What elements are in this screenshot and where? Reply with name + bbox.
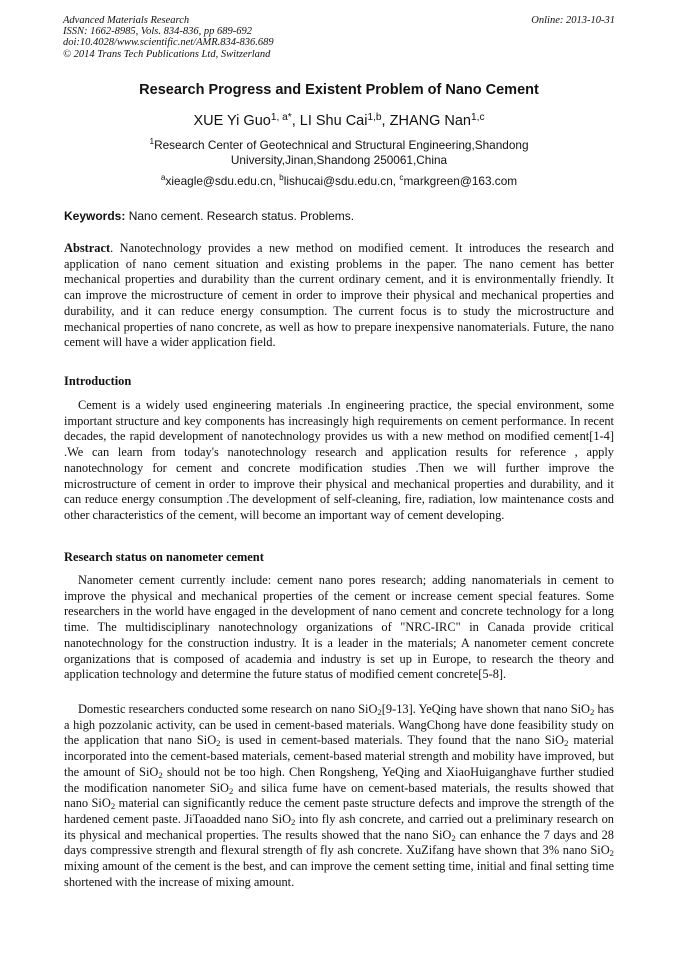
affiliation-sup: 1 [149,137,155,146]
affiliation-line2: University,Jinan,Shandong 250061,China [230,153,448,167]
affiliation-line1: Research Center of Geotechnical and Structural Engineering,Shandong [154,138,529,152]
email-list [0,174,678,188]
doi-line: doi:10.4028/www.scientific.net/AMR.834-836.689 [63,37,274,49]
subscript: 2 [216,738,221,749]
abstract-text: . Nanotechnology provides a new method on modified cement. It introduces the research and application of nano cement situation and existing problems in the paper. The nano cement has better mechanical properties and durability than the current ordinary cement, and it is environmentally friendly. It can improve the microstructure of cement in order to improve their physical and mechanical properties and durability, and it can reduce energy consumption. The current focus is to study the microstructure and mechanical properties of nano concrete, as well as how to prepare inexpensive nanomaterials. Future, the nano cement will have a wider application field. [64,241,614,350]
author-sup: 1,c [471,112,485,123]
subscript: 2 [228,785,234,796]
abstract-label: Abstract [64,241,111,255]
subscript: 2 [451,832,456,843]
text-run: [9-13]. YeQing have shown that nano SiO [381,702,590,716]
text-run: material can significantly reduce the cement paste structure defects and improve the strength of the hardened cement paste. JiTaoadded nano SiO [64,796,614,826]
introduction-paragraph: Cement is a widely used engineering materials .In engineering practice, the special environment, some important structure and key components has increasingly high requirements on cement performance. In recent decades, the rapid development of nanotechnology provides us with a new method on modified cement[1-4] .We can learn from today's nanotechnology research and application results for reference , apply nanotechnology for cement and concrete modification studies .Then we will further improve the microstructure of cement in order to improve their physical and mechanical properties and durability, and it can reduce energy consumption .The development of self-cleaning, fire, radiation, low maintenance costs and other characteristics of the cement, will become an important way of cement developing. [64,398,614,522]
author-sup: 1,b [367,112,382,123]
introduction-heading: Introduction [64,374,132,388]
research-status-paragraph-1: Nanometer cement currently include: cement nano pores research; adding nanomaterials in cement to improve the physical and mechanical properties of the cement or increase cement special features. Some researchers in the world have engaged in the development of nano cement and concrete technology for a long time. The multidisciplinary nanotechnology organizations of "NRC-IRC" in Canada provide critical nanotechnology for the construction industry. It is a leader in the materials; A nanometer cement concrete organizations that is composed of academia and industry is set up in Europe, to research the theory and application technology and determine the future status of modified cement concrete[5-8]. [64,573,614,682]
affiliation [0,138,678,168]
subscript: 2 [158,769,163,780]
text-run: material incorporated into the cement-based materials, cement-based material strength and mobility have improved, but the amount of SiO [64,733,614,779]
research-status-heading: Research status on nanometer cement [64,550,264,564]
author-list [0,113,678,129]
email-separator: , [392,174,400,188]
subscript: 2 [291,816,296,827]
email-address[interactable]: xieagle@sdu.edu.cn [165,174,273,188]
research-status-paragraph-2 [64,702,614,890]
journal-header [63,15,274,60]
abstract [64,241,614,351]
email-address[interactable]: markgreen@163.com [403,174,518,188]
subscript: 2 [564,738,569,749]
subscript: 2 [377,707,382,717]
email-sup: c [399,173,404,182]
author-name: XUE Yi Guo [193,113,271,129]
text-run: has a high pozzolanic activity, can be used in cement-based materials. WangChong have done feasibility study on the application that nano SiO [64,702,614,748]
text-run: Domestic researchers conducted some research on nano SiO [78,702,378,716]
subscript: 2 [609,848,614,859]
text-run: and silica fume have on cement-based materials, the results showed that nano SiO [64,780,614,811]
keywords-label: Keywords: [64,209,126,223]
online-date: Online: 2013-10-31 [531,15,615,26]
text-run: into fly ash concrete, and carried out a preliminary research on its physical and mechanical properties. The results showed that the nano SiO [64,811,614,842]
author-name: ZHANG Nan [389,113,471,129]
subscript: 2 [589,707,595,717]
author-separator: , [291,113,300,129]
author-sup: 1, a* [270,112,292,123]
text-run: can enhance the 7 days and 28 days compressive strength and flexural strength of fly ash concrete. XuZifang have shown that 3% nano SiO [64,827,614,858]
email-address[interactable]: lishucai@sdu.edu.cn [283,174,393,188]
keywords [64,209,354,223]
copyright-line: © 2014 Trans Tech Publications Ltd, Switzerland [63,48,271,60]
author-separator: , [381,113,390,129]
email-sup: a [160,173,166,182]
journal-name: Advanced Materials Research [63,15,190,26]
text-run: is used in cement-based materials. They found that the nano SiO [220,733,565,748]
email-sup: b [279,173,284,182]
text-run: should not be too high. Chen Rongsheng, YeQing and XiaoHuiganghave further studied the modification nanometer SiO [64,764,614,795]
paper-title: Research Progress and Existent Problem of Nano Cement [139,82,539,98]
email-separator: , [272,174,280,188]
issn-line: ISSN: 1662-8985, Vols. 834-836, pp 689-692 [63,26,252,38]
text-run: mixing amount of the cement is the best, and can improve the cement setting time, initial and final setting time shortened with the increase of mixing amount. [64,859,614,889]
subscript: 2 [110,801,116,812]
author-name: LI Shu Cai [299,113,368,129]
keywords-text: Nano cement. Research status. Problems. [125,209,355,223]
